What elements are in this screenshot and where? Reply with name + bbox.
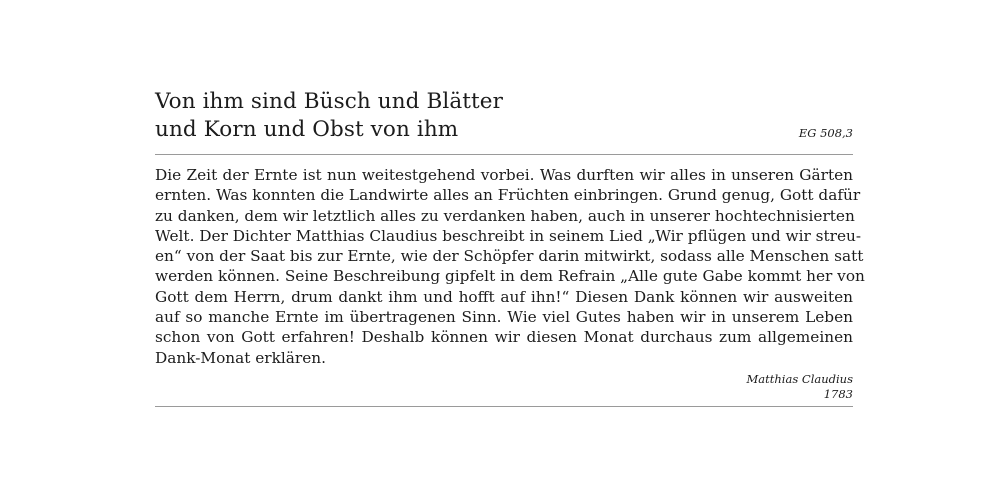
top-divider [155,154,853,155]
author-year: 1783 [823,386,853,401]
body-text [155,165,865,368]
body-line: Gott dem Herrn, drum dankt ihm und hofft auf ihn!“ Diesen Dank können wir ausweiten [155,287,853,306]
devotional-card [155,88,865,407]
bottom-divider [155,406,853,407]
body-line: en“ von der Saat bis zur Ernte, wie der Schöpfer darin mitwirkt, sodass alle Menschen satt [155,247,864,266]
body-line: Die Zeit der Ernte ist nun weitestgehend vorbei. Was durften wir alles in unseren Gärten [155,166,853,184]
heading-line-1: Von ihm sind Büsch und Blätter [155,89,503,114]
body-line: auf so manche Ernte im übertragenen Sinn. Wie viel Gutes haben wir in unserem Leben [155,308,853,327]
body-line: ernten. Was konnten die Landwirte alles an Früchten einbringen. Grund genug, Gott dafür [155,186,861,205]
body-line: Dank-Monat erklären. [155,348,326,367]
body-line: werden können. Seine Beschreibung gipfelt in dem Refrain „Alle gute Gabe kommt her von [155,267,865,286]
heading-line-2: und Korn und Obst von ihm [155,117,459,142]
author-name: Matthias Claudius [746,371,853,386]
body-line: zu danken, dem wir letztlich alles zu verdanken haben, auch in unserer hochtechnisierten [155,206,855,225]
heading-row [155,116,853,144]
hymn-reference: EG 508,3 [798,126,853,140]
attribution [155,372,853,402]
body-line: Welt. Der Dichter Matthias Claudius beschreibt in seinem Lied „Wir pflügen und wir streu- [155,226,862,245]
body-line: schon von Gott erfahren! Deshalb können wir diesen Monat durchaus zum allgemeinen [155,328,853,347]
